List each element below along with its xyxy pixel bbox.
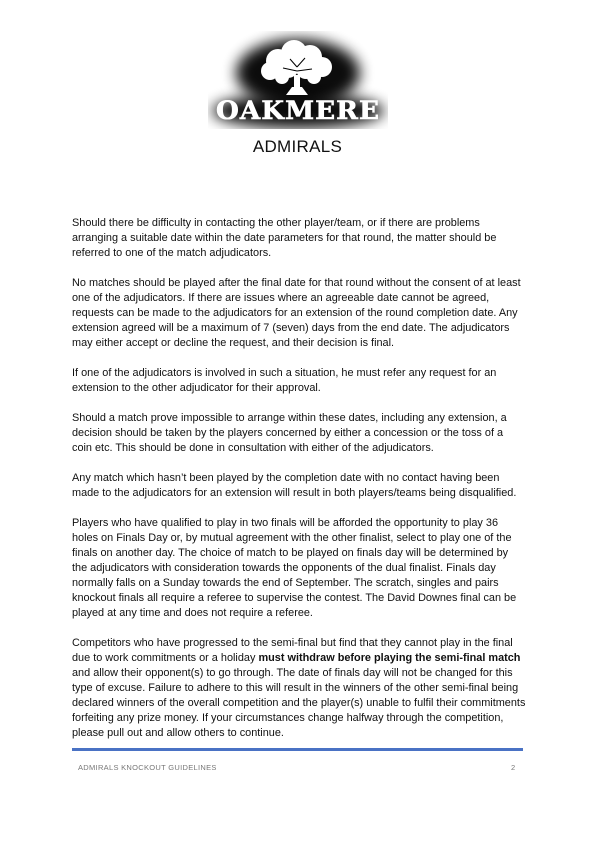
paragraph-final-date: No matches should be played after the final date for that round without the consent of at least one of the adjudicators. If there are issues where an agreeable date cannot be agreed, requests can be made to the adjudicators for an extension of the round completion date. Any extension agreed will be a maximum of 7 (seven) days from the end date. The adjudicators may either accept or decline the request, and their decision is final. — [72, 277, 521, 349]
page-number: 2 — [511, 763, 516, 772]
withdrawal-text-start: Competitors who have progressed to the semi-final but find that they cannot play in the final due to work commitments or a holiday — [72, 637, 513, 664]
paragraph-adjudicator-involved: If one of the adjudicators is involved in such a situation, he must refer any request for an extension to the other adjudicator for their approval. — [72, 367, 497, 394]
oakmere-logo — [208, 31, 388, 129]
logo-wordmark: OAKMERE — [216, 96, 380, 125]
paragraph-semi-final-withdrawal — [72, 636, 526, 741]
withdrawal-text-end: and allow their opponent(s) to go through. The date of finals day will not be changed for this type of excuse. Failure to adhere to this will result in the winners of the other semi-final being declared winners of the overall competition and the player(s) unable to fulfil their commitments forfeiting any prize money. If your circumstances change halfway through the competition, please pull out and allow others to continue. — [72, 667, 526, 739]
guidelines-body — [72, 216, 526, 756]
footer-divider — [72, 748, 523, 751]
paragraph-disqualification: Any match which hasn’t been played by the completion date with no contact having been made to the adjudicators for an extension will result in both players/teams being disqualified. — [72, 472, 517, 499]
footer-label: ADMIRALS KNOCKOUT GUIDELINES — [78, 763, 217, 772]
paragraph-impossible-match: Should a match prove impossible to arrange within these dates, including any extension, a decision should be taken by the players concerned by either a concession or the toss of a coin etc. This should be done in consultation with either of the adjudicators. — [72, 412, 507, 454]
paragraph-two-finals: Players who have qualified to play in two finals will be afforded the opportunity to play 36 holes on Finals Day or, by mutual agreement with the other finalist, select to play one of the finals on another day. The choice of match to be played on finals day will be determined by the adjudicators with consideration towards the opponents of the dual finalist. Finals day normally falls on a Sunday towards the end of September. The scratch, singles and pairs knockout finals all require a referee to supervise the contest. The David Downes final can be played at any time and does not require a referee. — [72, 517, 517, 619]
withdrawal-emphasis: must withdraw before playing the semi-final match — [258, 652, 521, 664]
paragraph-contact-difficulty: Should there be difficulty in contacting the other player/team, or if there are problems arranging a suitable date within the date parameters for that round, the matter should be referred to one of the match adjudicators. — [72, 217, 497, 259]
page-title: ADMIRALS — [252, 137, 343, 156]
